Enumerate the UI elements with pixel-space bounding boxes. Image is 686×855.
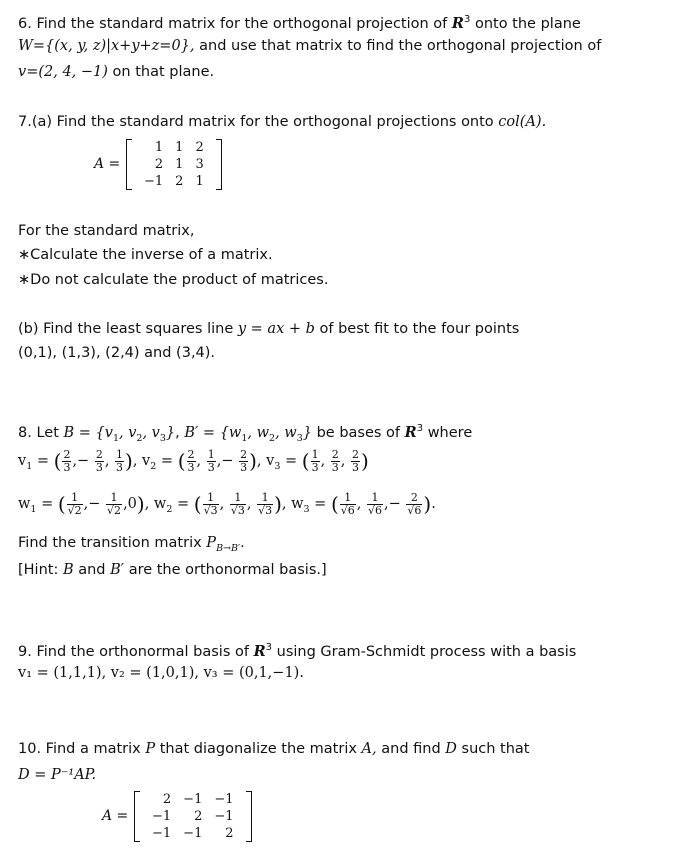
p10-text: 10. Find a matrix: [18, 741, 141, 757]
p7a-text: 7.(a) Find the standard matrix for the orthogonal projections onto: [18, 114, 494, 130]
p8-transition-text: Find the transition matrix: [18, 535, 202, 551]
r3-exponent: 3: [416, 423, 424, 434]
p7b-text: (b) Find the least squares line: [18, 321, 234, 337]
hint-text: are the orthonormal basis.]: [128, 562, 327, 578]
hint-bp: B′: [110, 562, 125, 578]
hint-label: [Hint:: [18, 562, 59, 578]
p-subscript: B→B′: [216, 543, 241, 554]
p6-line3: [18, 62, 214, 82]
p9-text: 9. Find the orthonormal basis of: [18, 644, 249, 660]
p7-note2: ∗Calculate the inverse of a matrix.: [18, 247, 273, 263]
r3-symbol: R: [404, 424, 417, 441]
r3-symbol: R: [253, 643, 266, 660]
p8-text-b: be bases of: [316, 425, 401, 441]
left-bracket: [134, 791, 140, 842]
p7b-line2: (0,1), (1,3), (2,4) and (3,4).: [18, 345, 216, 361]
hint-b: B: [62, 562, 74, 578]
matrix-row: −1 2 −1: [152, 809, 234, 824]
p6-line1: [18, 10, 581, 34]
p7-matrix: [126, 139, 222, 190]
right-bracket: [216, 139, 222, 190]
diagonalization-eq: D = P⁻¹AP.: [18, 767, 97, 783]
line-eq: y = ax + b: [237, 321, 315, 337]
plane-def: W={(x, y, z)|x+y+z=0},: [18, 38, 195, 54]
matrix-row: 2 1 3: [154, 157, 204, 172]
p8-transition: Find the transition matrix $P_{B\to B'}$.: [18, 535, 245, 554]
p7-note1: For the standard matrix,: [18, 223, 195, 239]
p7-matrix-label: A =: [94, 156, 121, 172]
r3-exponent: 3: [265, 642, 273, 653]
matrix-row: 1 1 2: [154, 140, 204, 155]
hint-and: and: [78, 562, 106, 578]
matrix-row: 2 −1 −1: [162, 792, 234, 807]
transition-matrix: [206, 535, 241, 554]
p6-line2: [18, 36, 601, 56]
matrix-row: −1 −1 2: [152, 826, 234, 841]
p8-text: 8. Let: [18, 425, 59, 441]
p-symbol: P: [206, 535, 217, 551]
col-a: col(A).: [498, 114, 547, 130]
basis-b: $B = \{v_1$, $v_2$, $v_3$}: [63, 425, 176, 444]
matrix-row: −1 2 1: [144, 174, 204, 189]
p10-matrix: [134, 791, 252, 842]
basis-bp-text: B′ = {w: [184, 425, 242, 441]
w-vectors-formula: $w_1$ = ( $\frac{1}{√2}$ ,− $\frac{1}{√2}$ ,0), $w_2$ = ( $\frac{1}{√3}$ , $\frac{1}{√3}$ , $\frac{1}{√3}$ ), $w_3$ = ( $\frac{1}{√6}$ , $\frac{1}{√6}$ ,− $\frac{2}{√6}$ ).: [18, 490, 436, 517]
p8-v-vectors: [18, 448, 369, 480]
r3-exponent: 3: [463, 14, 471, 25]
p7-line1: [18, 112, 546, 132]
p7-note3: ∗Do not calculate the product of matrices.: [18, 272, 329, 288]
left-bracket: [126, 139, 132, 190]
p8-hint: [18, 560, 327, 580]
p10-a: A,: [361, 741, 377, 757]
p8-w-vectors: [18, 490, 436, 524]
p7-matrix-table: [138, 139, 210, 190]
p10-matrix-label: A =: [102, 808, 129, 824]
p6-text-c: and use that matrix to find the orthogonal projection of: [199, 38, 602, 54]
p9-line1: [18, 638, 576, 662]
p6-text-d: on that plane.: [112, 64, 215, 80]
basis-b-text: B = {v: [63, 425, 113, 441]
p9-line2: [18, 663, 304, 683]
p7b-line1: [18, 319, 519, 339]
p8-text-c: where: [427, 425, 473, 441]
p9-text-b: using Gram-Schmidt process with a basis: [276, 644, 577, 660]
v-vectors-formula: $v_1$ = ( $\frac{2}{3}$ ,− $\frac{2}{3}$ , $\frac{1}{3}$ ), $v_2$ = ( $\frac{2}{3}$ , $\frac{1}{3}$ ,− $\frac{2}{3}$ ), $v_3$ = ( $\frac{1}{3}$ , $\frac{2}{3}$ , $\frac{2}{3}$ ): [18, 447, 369, 474]
p10-matrix-table: [146, 791, 240, 842]
p6-text-b: onto the plane: [474, 16, 581, 32]
p7b-text-b: of best fit to the four points: [319, 321, 520, 337]
p6-text: 6. Find the standard matrix for the orthogonal projection of: [18, 16, 448, 32]
vector-v: v=(2, 4, −1): [18, 64, 108, 80]
p9-vectors: v₁ = (1,1,1), v₂ = (1,0,1), v₃ = (0,1,−1).: [18, 665, 304, 681]
p10-text-c: and find: [381, 741, 441, 757]
p10-text-d: such that: [461, 741, 530, 757]
p10-text-b: that diagonalize the matrix: [159, 741, 357, 757]
r3-symbol: R: [451, 15, 464, 32]
p8-line1: 8. Let $B = \{v_1$, $v_2$, $v_3$}, $B' = \{w_1$, $w_2$, $w_3$} be bases of $R^3$ where: [18, 423, 473, 444]
p10-line1: [18, 739, 530, 759]
p10-line2: [18, 765, 96, 785]
basis-bp: $B' = \{w_1$, $w_2$, $w_3$}: [184, 425, 312, 444]
p10-d: D: [445, 741, 457, 757]
right-bracket: [246, 791, 252, 842]
p10-p: P: [145, 741, 156, 757]
